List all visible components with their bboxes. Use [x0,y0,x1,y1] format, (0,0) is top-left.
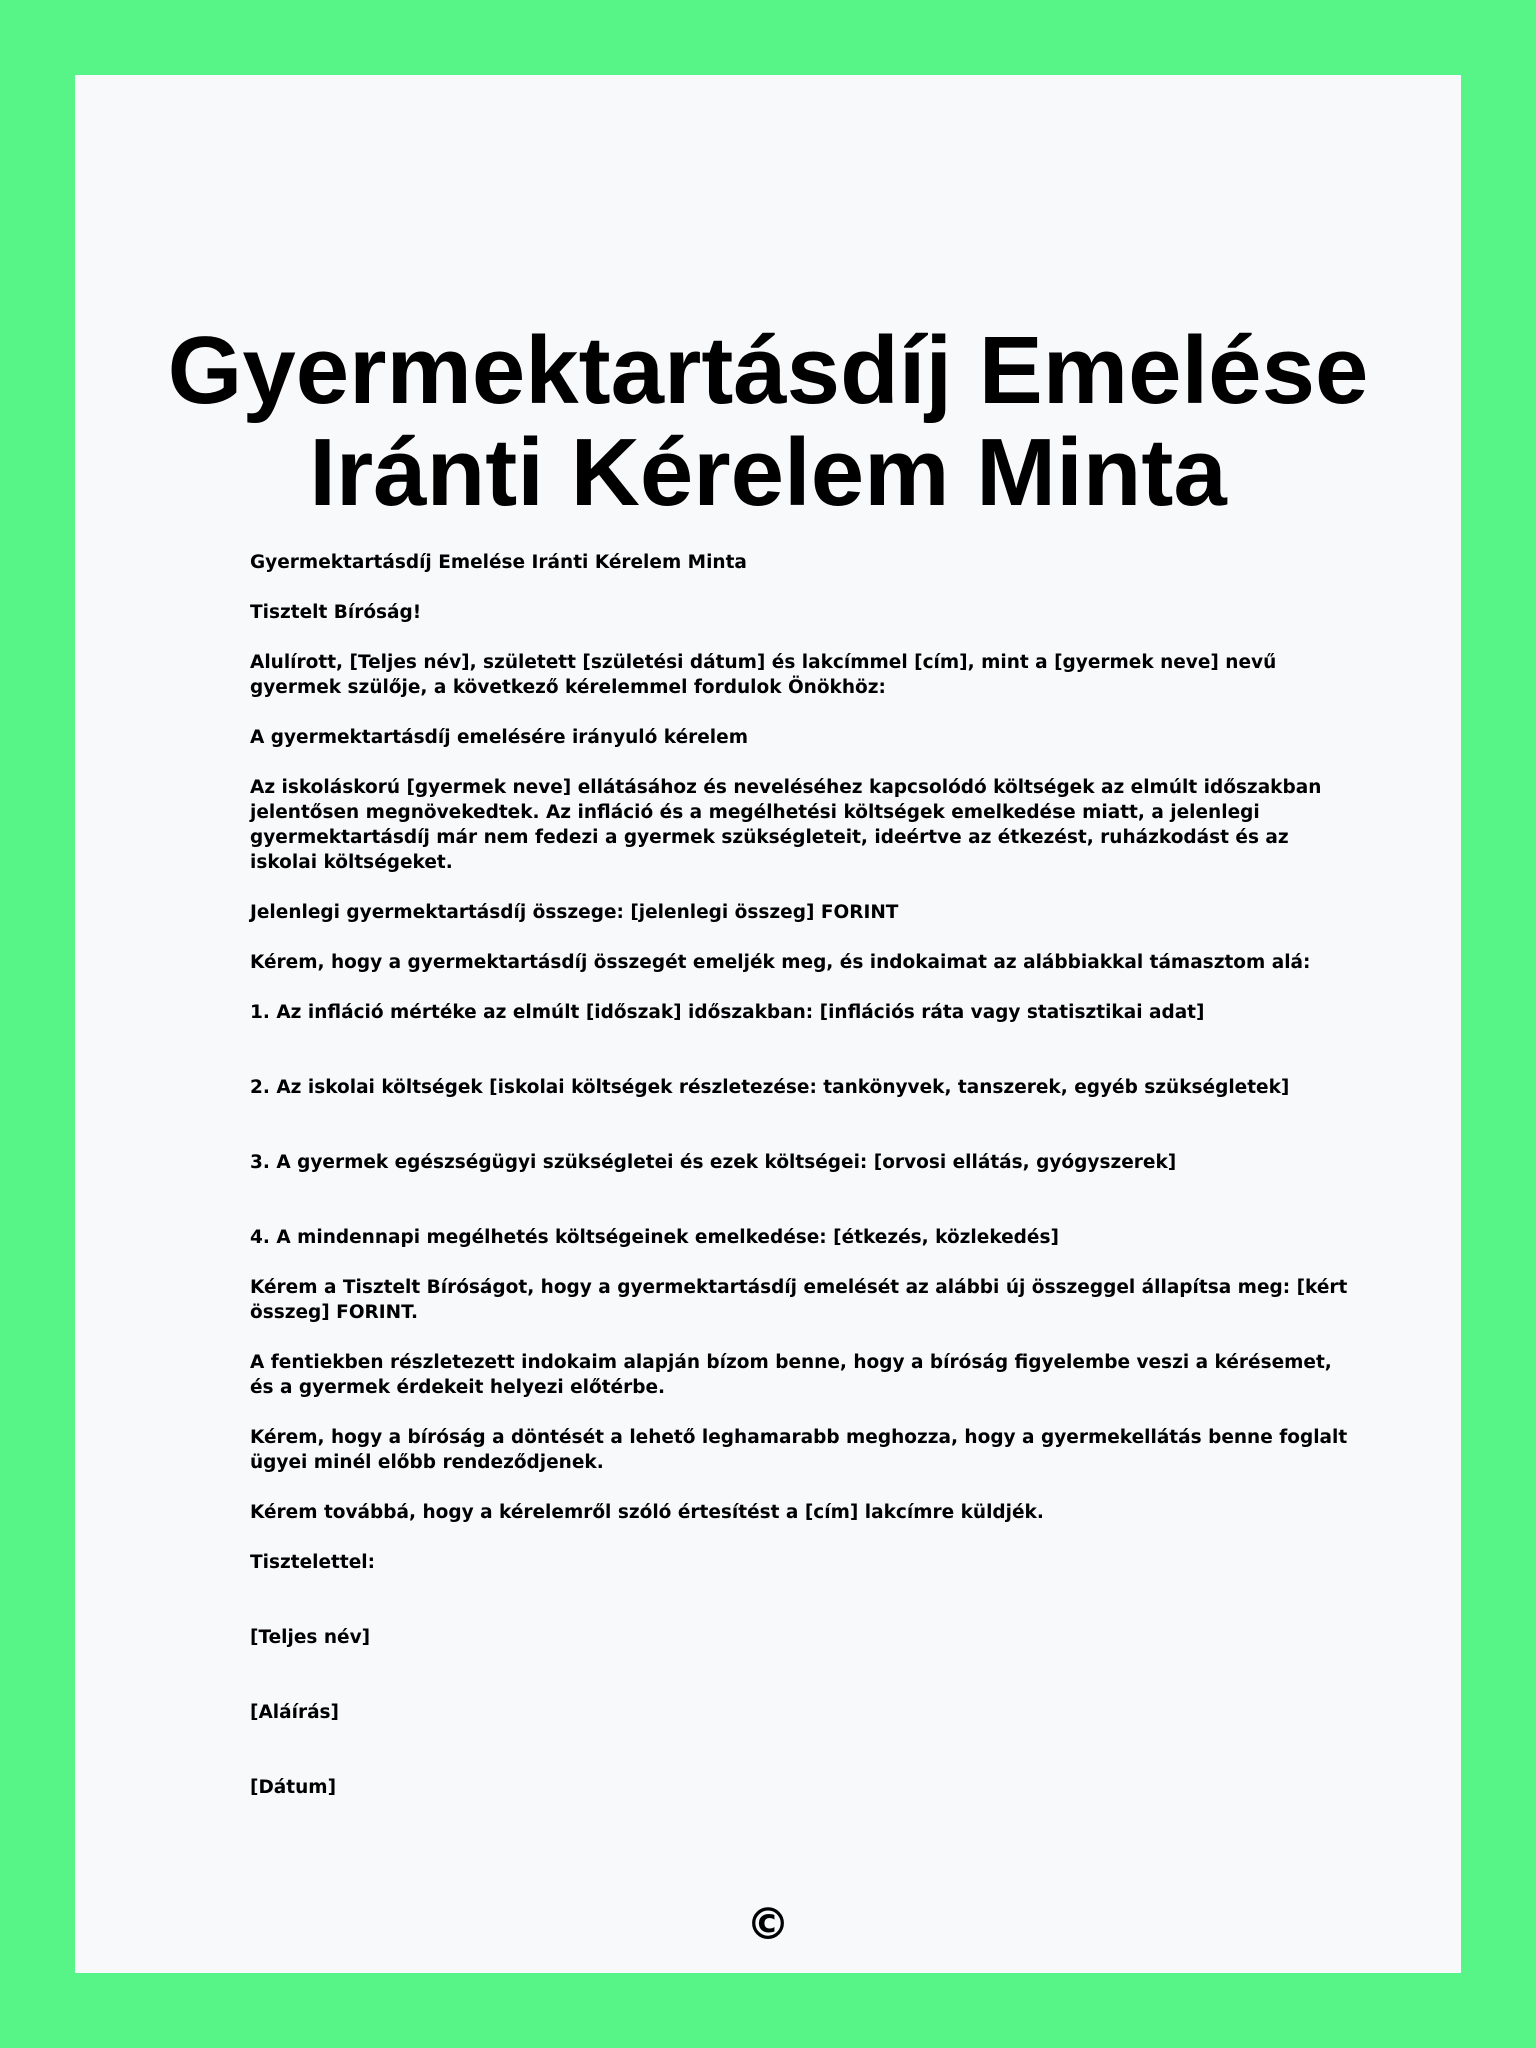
letter-salutation: Tisztelt Bíróság! [250,602,422,623]
date-placeholder: [Dátum] [250,1777,337,1798]
letter-request-intro: Kérem, hogy a gyermektartásdíj összegét emeljék meg, és indokaimat az alábbiakkal támasztom alá: [250,952,1311,973]
letter-urgency: Kérem, hogy a bíróság a döntését a lehető leghamarabb meghozza, hogy a gyermekellátás benne foglalt ügyei minél előbb rendeződjenek. [250,1427,1348,1473]
letter-reason: Az iskoláskorú [gyermek neve] ellátásához és neveléséhez kapcsolódó költségek az elmúlt időszakban jelentősen megnövekedtek. Az infláció és a megélhetési költségek emelkedése miatt, a jelenlegi gyermektartásdíj már nem fedezi a gyermek szükségleteit, ideértve az étkezést, ruházkodást és az iskolai költségeket. [250,777,1322,873]
letter-current-amount: Jelenlegi gyermektartásdíj összege: [jelenlegi összeg] FORINT [250,902,899,923]
signature-placeholder: [Aláírás] [250,1702,340,1723]
copyright-icon: © [746,1899,790,1950]
letter-point-4: 4. A mindennapi megélhetés költségeinek emelkedése: [étkezés, közlekedés] [250,1227,1059,1248]
letter-point-3: 3. A gyermek egészségügyi szükségletei és ezek költségei: [orvosi ellátás, gyógyszerek] [250,1152,1177,1173]
letter-point-1: 1. Az infláció mértéke az elmúlt [időszak] időszakban: [inflációs ráta vagy statisztikai adat] [250,1002,1205,1023]
letter-new-amount: Kérem a Tisztelt Bíróságot, hogy a gyermektartásdíj emelését az alábbi új összeggel állapítsa meg: [kért összeg] FORINT. [250,1277,1348,1323]
page-title: Gyermektartásdíj Emelése Iránti Kérelem Minta [167,317,1369,526]
letter-body [250,550,1360,1825]
letter-subject: A gyermektartásdíj emelésére irányuló kérelem [250,727,748,748]
letter-notification: Kérem továbbá, hogy a kérelemről szóló értesítést a [cím] lakcímre küldjék. [250,1502,1044,1523]
letter-intro: Alulírott, [Teljes név], született [születési dátum] és lakcímmel [cím], mint a [gyermek neve] nevű gyermek szülője, a következő kérelemmel fordulok Önökhöz: [250,652,1277,698]
letter-point-2: 2. Az iskolai költségek [iskolai költségek részletezése: tankönyvek, tanszerek, egyéb szükségletek] [250,1077,1290,1098]
letter-closing: Tisztelettel: [250,1552,375,1573]
letter-trust: A fentiekben részletezett indokaim alapján bízom benne, hogy a bíróság figyelembe veszi a kérésemet, és a gyermek érdekeit helyezi előtérbe. [250,1352,1332,1398]
letter-heading: Gyermektartásdíj Emelése Iránti Kérelem Minta [250,552,747,573]
name-placeholder: [Teljes név] [250,1627,371,1648]
document-page [75,75,1461,1973]
